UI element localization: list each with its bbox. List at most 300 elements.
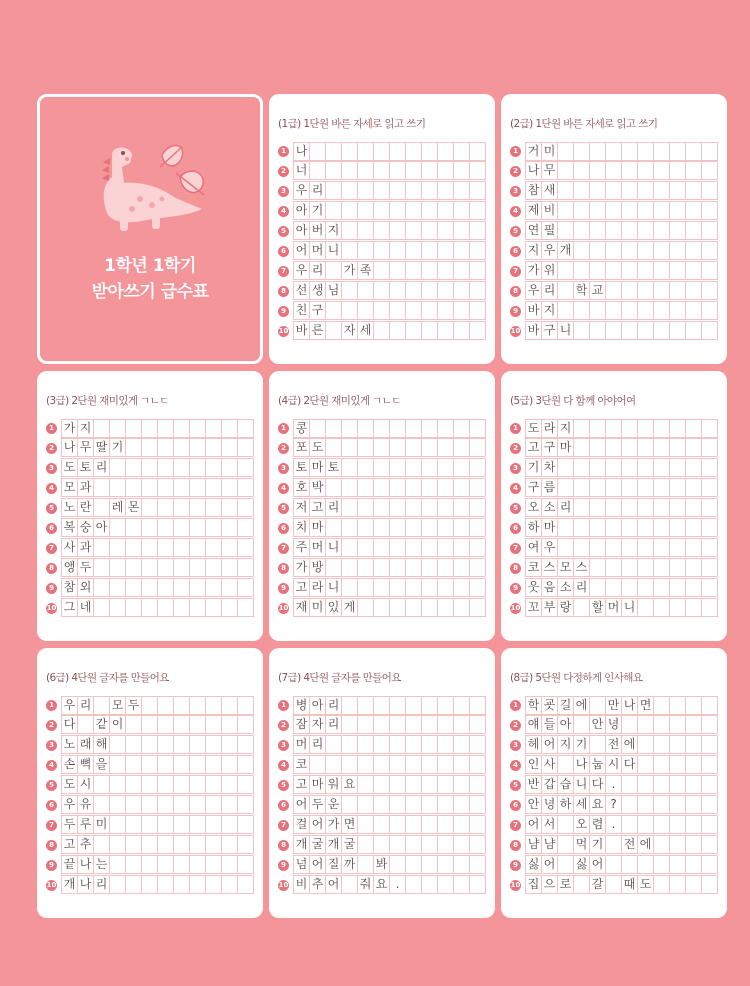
grid-cell bbox=[453, 875, 470, 894]
grid-cell: 전 bbox=[605, 735, 622, 754]
grid-cell bbox=[157, 696, 174, 715]
grid-cell bbox=[357, 438, 374, 457]
grid-cell: 개 bbox=[61, 875, 78, 894]
grid-cell bbox=[437, 201, 454, 220]
writing-grid bbox=[61, 836, 254, 854]
grid-cell bbox=[421, 458, 438, 477]
grid-cell bbox=[173, 795, 190, 814]
item-number-badge: 6 bbox=[46, 800, 57, 811]
grid-cell: 녕 bbox=[541, 795, 558, 814]
grid-cell bbox=[221, 598, 238, 617]
grid-cell: 질 bbox=[325, 855, 342, 874]
grid-cell: 토 bbox=[325, 458, 342, 477]
grid-cell bbox=[405, 598, 422, 617]
grid-cell: 굴 bbox=[309, 835, 326, 854]
grid-cell: 녕 bbox=[605, 715, 622, 734]
grid-cell bbox=[653, 261, 670, 280]
grid-cell bbox=[389, 281, 406, 300]
grid-cell bbox=[469, 181, 486, 200]
grid-cell bbox=[557, 815, 574, 834]
grid-cell bbox=[573, 875, 590, 894]
word-row bbox=[46, 598, 254, 618]
word-row bbox=[278, 855, 486, 875]
grid-cell bbox=[141, 795, 158, 814]
grid-cell bbox=[389, 795, 406, 814]
grid-cell bbox=[357, 598, 374, 617]
grid-cell bbox=[189, 578, 206, 597]
grid-cell bbox=[421, 498, 438, 517]
writing-grid bbox=[293, 599, 486, 617]
grid-cell bbox=[621, 518, 638, 537]
grid-cell: 인 bbox=[525, 755, 542, 774]
grid-cell bbox=[469, 498, 486, 517]
word-row bbox=[46, 458, 254, 478]
word-row bbox=[46, 438, 254, 458]
grid-cell bbox=[605, 321, 622, 340]
word-row bbox=[278, 775, 486, 795]
grid-cell bbox=[93, 775, 110, 794]
grid-cell bbox=[221, 755, 238, 774]
grid-cell bbox=[685, 538, 702, 557]
writing-grid bbox=[525, 479, 718, 497]
grid-cell: 로 bbox=[557, 875, 574, 894]
grid-cell bbox=[669, 538, 686, 557]
grid-cell bbox=[701, 419, 718, 438]
grid-cell bbox=[157, 538, 174, 557]
writing-grid bbox=[61, 519, 254, 537]
item-number-badge: 10 bbox=[510, 880, 521, 889]
grid-cell: 라 bbox=[541, 419, 558, 438]
grid-cell: 두 bbox=[61, 815, 78, 834]
grid-cell bbox=[421, 419, 438, 438]
grid-cell bbox=[669, 301, 686, 320]
grid-cell bbox=[341, 755, 358, 774]
grid-cell bbox=[557, 161, 574, 180]
grid-cell bbox=[421, 735, 438, 754]
word-row bbox=[278, 161, 486, 181]
grid-cell bbox=[621, 438, 638, 457]
word-row bbox=[510, 438, 718, 458]
word-row bbox=[278, 478, 486, 498]
item-number-badge: 2 bbox=[510, 166, 521, 177]
grid-cell bbox=[437, 875, 454, 894]
grid-cell bbox=[237, 598, 254, 617]
grid-cell: 에 bbox=[621, 735, 638, 754]
writing-grid bbox=[61, 776, 254, 794]
writing-grid bbox=[525, 202, 718, 220]
grid-cell bbox=[437, 142, 454, 161]
grid-cell bbox=[373, 598, 390, 617]
grid-cell: 여 bbox=[525, 538, 542, 557]
word-row bbox=[510, 458, 718, 478]
grid-cell bbox=[173, 715, 190, 734]
word-row bbox=[510, 755, 718, 775]
item-number-badge: 2 bbox=[278, 443, 289, 454]
item-number-badge: 7 bbox=[46, 820, 57, 831]
item-number-badge: 4 bbox=[278, 483, 289, 494]
grid-cell bbox=[125, 715, 142, 734]
item-number-badge: 4 bbox=[510, 483, 521, 494]
grid-cell bbox=[405, 261, 422, 280]
grid-cell bbox=[701, 775, 718, 794]
grid-cell bbox=[125, 598, 142, 617]
grid-cell: 몬 bbox=[125, 498, 142, 517]
grid-cell bbox=[669, 241, 686, 260]
writing-grid bbox=[293, 419, 486, 438]
grid-cell: 랑 bbox=[557, 598, 574, 617]
writing-grid bbox=[525, 736, 718, 754]
grid-cell bbox=[469, 775, 486, 794]
grid-cell: 같 bbox=[93, 715, 110, 734]
grid-cell bbox=[157, 835, 174, 854]
grid-cell: 어 bbox=[589, 855, 606, 874]
grid-cell bbox=[685, 458, 702, 477]
sheet-card-1 bbox=[269, 94, 495, 364]
item-number-badge: 9 bbox=[510, 583, 521, 594]
word-row bbox=[278, 241, 486, 261]
item-number-badge: 10 bbox=[510, 326, 521, 335]
item-number-badge: 10 bbox=[278, 326, 289, 335]
grid-cell: 나 bbox=[77, 855, 94, 874]
item-number-badge: 4 bbox=[278, 206, 289, 217]
grid-cell bbox=[373, 201, 390, 220]
word-row bbox=[510, 538, 718, 558]
grid-cell bbox=[389, 221, 406, 240]
grid-cell: 봐 bbox=[373, 855, 390, 874]
grid-cell bbox=[653, 419, 670, 438]
grid-cell bbox=[589, 458, 606, 477]
sheet-title: (1급) 1단원 바른 자세로 읽고 쓰기 bbox=[278, 118, 426, 130]
grid-cell bbox=[437, 321, 454, 340]
grid-cell: 우 bbox=[525, 281, 542, 300]
word-row bbox=[46, 695, 254, 715]
grid-cell: 비 bbox=[293, 875, 310, 894]
item-number-badge: 6 bbox=[510, 523, 521, 534]
grid-cell: 마 bbox=[541, 518, 558, 537]
grid-cell bbox=[237, 875, 254, 894]
grid-cell bbox=[357, 538, 374, 557]
grid-cell: 하 bbox=[557, 795, 574, 814]
grid-cell bbox=[141, 875, 158, 894]
grid-cell bbox=[469, 301, 486, 320]
grid-cell: 어 bbox=[309, 855, 326, 874]
grid-cell bbox=[469, 281, 486, 300]
grid-cell bbox=[469, 241, 486, 260]
grid-cell: 리 bbox=[309, 261, 326, 280]
grid-cell bbox=[109, 875, 126, 894]
writing-grid bbox=[61, 756, 254, 774]
grid-cell bbox=[557, 538, 574, 557]
grid-cell bbox=[469, 261, 486, 280]
grid-cell: 때 bbox=[621, 875, 638, 894]
grid-cell bbox=[221, 578, 238, 597]
grid-cell bbox=[341, 181, 358, 200]
grid-cell bbox=[669, 321, 686, 340]
writing-grid bbox=[525, 499, 718, 517]
grid-cell bbox=[109, 558, 126, 577]
grid-cell bbox=[437, 498, 454, 517]
grid-cell bbox=[405, 775, 422, 794]
grid-cell bbox=[605, 875, 622, 894]
grid-cell bbox=[605, 478, 622, 497]
grid-cell bbox=[189, 478, 206, 497]
item-number-badge: 8 bbox=[510, 563, 521, 574]
grid-cell bbox=[141, 578, 158, 597]
grid-cell bbox=[653, 438, 670, 457]
grid-cell bbox=[637, 538, 654, 557]
grid-cell bbox=[93, 696, 110, 715]
grid-cell bbox=[421, 221, 438, 240]
grid-cell bbox=[469, 478, 486, 497]
grid-cell bbox=[109, 538, 126, 557]
grid-cell bbox=[405, 855, 422, 874]
word-row bbox=[46, 418, 254, 438]
grid-cell bbox=[621, 855, 638, 874]
grid-cell bbox=[453, 578, 470, 597]
grid-cell bbox=[125, 538, 142, 557]
grid-cell bbox=[469, 598, 486, 617]
grid-cell: 구 bbox=[541, 438, 558, 457]
grid-cell bbox=[341, 458, 358, 477]
writing-grid bbox=[525, 282, 718, 300]
grid-cell bbox=[141, 538, 158, 557]
grid-cell bbox=[669, 558, 686, 577]
grid-cell bbox=[573, 598, 590, 617]
writing-grid bbox=[293, 439, 486, 457]
grid-cell bbox=[637, 142, 654, 161]
grid-cell bbox=[405, 181, 422, 200]
grid-cell: 란 bbox=[77, 498, 94, 517]
grid-cell bbox=[685, 598, 702, 617]
grid-cell bbox=[453, 696, 470, 715]
word-row bbox=[510, 321, 718, 341]
grid-cell: 우 bbox=[293, 181, 310, 200]
grid-cell bbox=[589, 241, 606, 260]
grid-cell bbox=[637, 735, 654, 754]
grid-cell: 나 bbox=[573, 755, 590, 774]
grid-cell bbox=[621, 201, 638, 220]
grid-cell bbox=[109, 835, 126, 854]
grid-cell bbox=[621, 458, 638, 477]
grid-cell bbox=[157, 795, 174, 814]
grid-cell bbox=[605, 538, 622, 557]
grid-cell: 리 bbox=[325, 498, 342, 517]
grid-cell bbox=[189, 735, 206, 754]
grid-cell bbox=[357, 558, 374, 577]
grid-cell bbox=[421, 795, 438, 814]
grid-cell bbox=[621, 578, 638, 597]
word-row bbox=[510, 855, 718, 875]
grid-cell: 갈 bbox=[589, 875, 606, 894]
grid-cell bbox=[589, 498, 606, 517]
grid-cell bbox=[621, 142, 638, 161]
grid-cell: 가 bbox=[293, 558, 310, 577]
grid-cell bbox=[173, 558, 190, 577]
grid-cell: 리 bbox=[557, 498, 574, 517]
word-row bbox=[510, 735, 718, 755]
grid-cell: 까 bbox=[341, 855, 358, 874]
grid-cell: 가 bbox=[61, 419, 78, 438]
grid-cell bbox=[637, 321, 654, 340]
grid-cell bbox=[405, 578, 422, 597]
grid-cell bbox=[125, 578, 142, 597]
grid-cell: 두 bbox=[125, 696, 142, 715]
item-number-badge: 3 bbox=[278, 186, 289, 197]
grid-cell: 니 bbox=[621, 598, 638, 617]
grid-cell bbox=[573, 221, 590, 240]
item-number-badge: 3 bbox=[278, 740, 289, 751]
word-row bbox=[278, 458, 486, 478]
grid-cell: 구 bbox=[541, 321, 558, 340]
grid-cell bbox=[621, 775, 638, 794]
grid-cell bbox=[421, 201, 438, 220]
grid-cell bbox=[669, 478, 686, 497]
grid-cell bbox=[109, 478, 126, 497]
grid-cell bbox=[405, 458, 422, 477]
grid-cell bbox=[357, 478, 374, 497]
grid-cell bbox=[669, 201, 686, 220]
word-row bbox=[278, 578, 486, 598]
grid-cell: 교 bbox=[589, 281, 606, 300]
writing-grid bbox=[525, 816, 718, 834]
grid-cell bbox=[421, 538, 438, 557]
grid-cell bbox=[357, 775, 374, 794]
grid-cell: 추 bbox=[77, 835, 94, 854]
grid-cell bbox=[341, 518, 358, 537]
word-row bbox=[278, 598, 486, 618]
grid-cell: 리 bbox=[325, 715, 342, 734]
item-number-badge: 3 bbox=[46, 740, 57, 751]
grid-cell bbox=[309, 419, 326, 438]
writing-grid bbox=[293, 519, 486, 537]
grid-cell bbox=[685, 301, 702, 320]
word-list bbox=[278, 418, 486, 618]
grid-cell bbox=[189, 538, 206, 557]
grid-cell: 리 bbox=[309, 735, 326, 754]
grid-cell bbox=[685, 755, 702, 774]
grid-cell bbox=[469, 419, 486, 438]
writing-grid bbox=[293, 222, 486, 240]
grid-cell bbox=[589, 181, 606, 200]
grid-cell bbox=[469, 875, 486, 894]
grid-cell bbox=[437, 855, 454, 874]
grid-cell bbox=[573, 715, 590, 734]
grid-cell: 과 bbox=[77, 478, 94, 497]
word-row bbox=[46, 795, 254, 815]
grid-cell bbox=[421, 241, 438, 260]
item-number-badge: 8 bbox=[278, 286, 289, 297]
grid-cell bbox=[221, 815, 238, 834]
grid-cell bbox=[141, 598, 158, 617]
grid-cell bbox=[605, 181, 622, 200]
grid-cell: 도 bbox=[309, 438, 326, 457]
grid-cell bbox=[125, 835, 142, 854]
grid-cell: 반 bbox=[525, 775, 542, 794]
item-number-badge: 1 bbox=[46, 423, 57, 434]
grid-cell bbox=[157, 518, 174, 537]
grid-cell bbox=[453, 321, 470, 340]
word-list bbox=[46, 695, 254, 895]
grid-cell: 는 bbox=[93, 855, 110, 874]
grid-cell bbox=[621, 538, 638, 557]
grid-cell bbox=[453, 261, 470, 280]
grid-cell bbox=[421, 301, 438, 320]
grid-cell bbox=[589, 478, 606, 497]
writing-grid bbox=[293, 302, 486, 320]
item-number-badge: 3 bbox=[46, 463, 57, 474]
grid-cell bbox=[157, 855, 174, 874]
grid-cell: 참 bbox=[61, 578, 78, 597]
grid-cell bbox=[405, 518, 422, 537]
item-number-badge: 4 bbox=[510, 760, 521, 771]
grid-cell: 코 bbox=[293, 755, 310, 774]
grid-cell bbox=[685, 221, 702, 240]
grid-cell bbox=[589, 301, 606, 320]
grid-cell bbox=[341, 419, 358, 438]
word-row bbox=[510, 558, 718, 578]
grid-cell: 연 bbox=[525, 221, 542, 240]
item-number-badge: 5 bbox=[278, 226, 289, 237]
word-list bbox=[278, 141, 486, 341]
grid-cell bbox=[373, 438, 390, 457]
grid-cell bbox=[701, 438, 718, 457]
sheet-title: (8급) 5단원 다정하게 인사해요 bbox=[510, 672, 643, 684]
word-row bbox=[46, 755, 254, 775]
sheet-title: (4급) 2단원 재미있게 ㄱㄴㄷ bbox=[278, 395, 401, 407]
writing-grid bbox=[293, 459, 486, 477]
grid-cell bbox=[109, 755, 126, 774]
word-row bbox=[510, 875, 718, 895]
grid-cell bbox=[141, 735, 158, 754]
grid-cell: 제 bbox=[525, 201, 542, 220]
item-number-badge: 9 bbox=[510, 306, 521, 317]
grid-cell bbox=[453, 221, 470, 240]
grid-cell bbox=[469, 142, 486, 161]
grid-cell bbox=[389, 301, 406, 320]
grid-cell bbox=[701, 578, 718, 597]
grid-cell bbox=[469, 835, 486, 854]
grid-cell bbox=[573, 241, 590, 260]
grid-cell bbox=[469, 755, 486, 774]
grid-cell: 얘 bbox=[525, 715, 542, 734]
grid-cell: 지 bbox=[557, 735, 574, 754]
grid-cell bbox=[141, 498, 158, 517]
grid-cell bbox=[205, 498, 222, 517]
grid-cell: 자 bbox=[341, 321, 358, 340]
grid-cell: 지 bbox=[325, 221, 342, 240]
grid-cell bbox=[637, 578, 654, 597]
grid-cell: 리 bbox=[309, 181, 326, 200]
grid-cell: 차 bbox=[541, 458, 558, 477]
grid-cell bbox=[637, 281, 654, 300]
leaf-icon bbox=[160, 145, 183, 167]
grid-cell: 기 bbox=[525, 458, 542, 477]
grid-cell bbox=[309, 161, 326, 180]
grid-cell bbox=[453, 538, 470, 557]
grid-cell: 새 bbox=[541, 181, 558, 200]
grid-cell: 아 bbox=[309, 696, 326, 715]
word-row bbox=[510, 418, 718, 438]
grid-cell bbox=[685, 498, 702, 517]
grid-cell: 필 bbox=[541, 221, 558, 240]
grid-cell bbox=[373, 815, 390, 834]
grid-cell bbox=[373, 755, 390, 774]
grid-cell bbox=[605, 438, 622, 457]
grid-cell: 리 bbox=[541, 281, 558, 300]
grid-cell bbox=[453, 161, 470, 180]
grid-cell bbox=[173, 419, 190, 438]
word-list bbox=[278, 695, 486, 895]
